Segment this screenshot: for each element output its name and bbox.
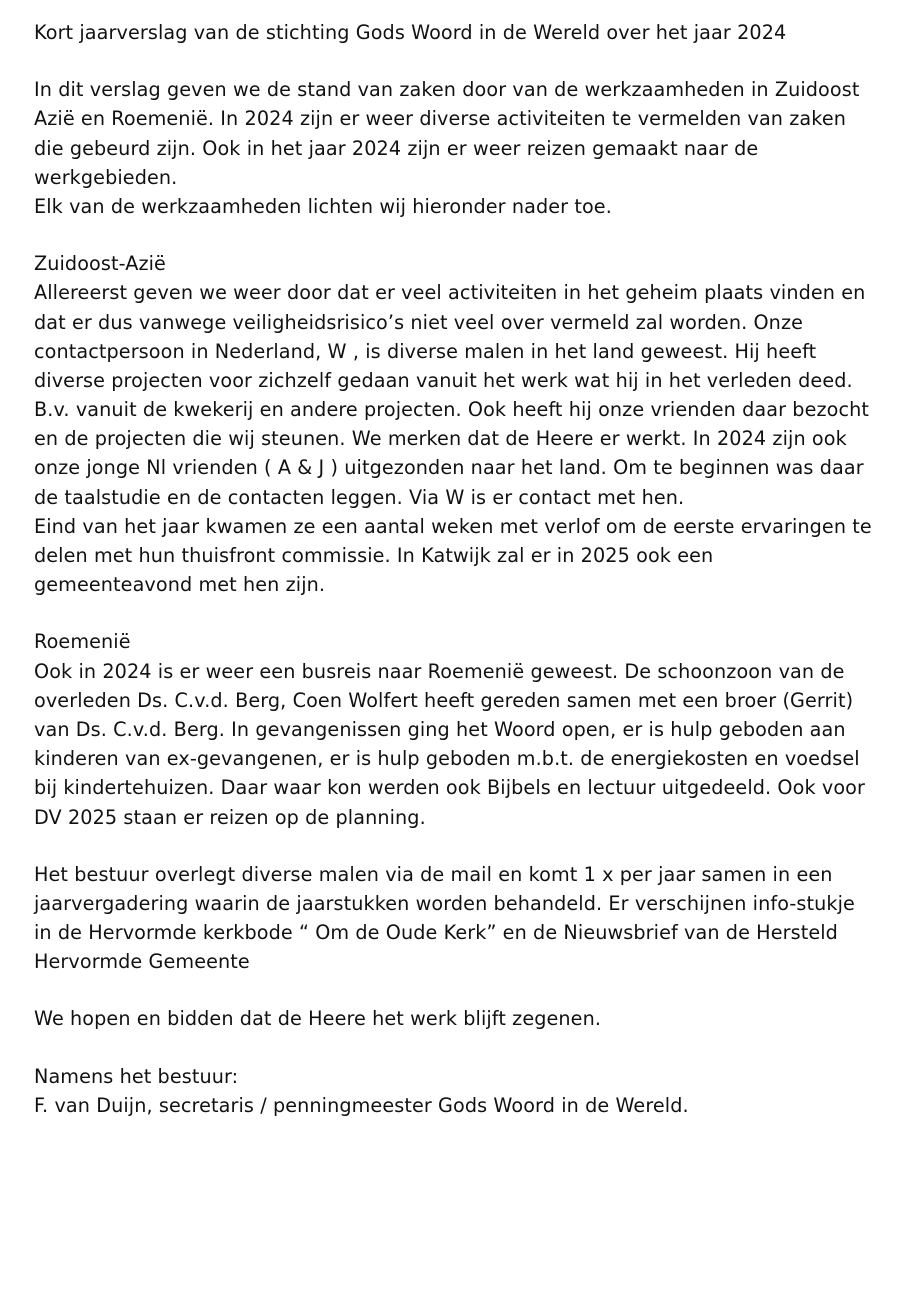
board-paragraph: Het bestuur overlegt diverse malen via de mail en komt 1 x per jaar samen in een jaarvergadering waarin de jaarstukken worden behandeld. Er verschijnen info-stukje in de Hervormde kerkbode “ Om de Oude Kerk” en de Nieuwsbrief van de Hersteld Hervormde Gemeente — [34, 862, 855, 974]
section-paragraph-zuidoost-azie-2: Eind van het jaar kwamen ze een aantal weken met verlof om de eerste ervaringen te delen met hun thuisfront commissie. In Katwijk zal er in 2025 ook een gemeenteavond met hen zijn. — [34, 514, 872, 597]
section-heading-zuidoost-azie: Zuidoost-Azië — [34, 252, 166, 276]
intro-paragraph: In dit verslag geven we de stand van zaken door van de werkzaamheden in Zuidoost Azië en Roemenië. In 2024 zijn er weer diverse activiteiten te vermelden van zaken die gebeurd zijn. Ook in het jaar 2024 zijn er weer reizen gemaakt naar de werkgebieden. — [34, 78, 860, 189]
hope-line: We hopen en bidden dat de Heere het werk blijft zegenen. — [34, 1007, 602, 1031]
signature-name-role: F. van Duijn, secretaris / penningmeester Gods Woord in de Wereld. — [34, 1093, 689, 1117]
spacer — [34, 47, 872, 75]
spacer — [34, 976, 872, 1004]
intro-closing-line: Elk van de werkzaamheden lichten wij hieronder nader toe. — [34, 194, 612, 218]
signature-on-behalf: Namens het bestuur: — [34, 1064, 239, 1088]
document-title: Kort jaarverslag van de stichting Gods Woord in de Wereld over het jaar 2024 — [34, 21, 787, 44]
spacer — [34, 832, 872, 860]
document-body — [34, 18, 872, 1120]
spacer — [34, 1034, 872, 1062]
spacer — [34, 599, 872, 627]
section-paragraph-roemenie-1: Ook in 2024 is er weer een busreis naar Roemenië geweest. De schoonzoon van de overleden Ds. C.v.d. Berg, Coen Wolfert heeft gereden samen met een broer (Gerrit) van Ds. C.v.d. Berg. In gevangenissen ging het Woord open, er is hulp geboden aan kinderen van ex-gevangenen, er is hulp geboden m.b.t. de energiekosten en voedsel bij kindertehuizen. Daar waar kon werden ook Bijbels en lectuur uitgedeeld. Ook voor DV 2025 staan er reizen op de planning. — [34, 659, 866, 829]
spacer — [34, 221, 872, 249]
section-paragraph-zuidoost-azie-1: Allereerst geven we weer door dat er veel activiteiten in het geheim plaats vinden en dat er dus vanwege veiligheidsrisico’s niet veel over vermeld zal worden. Onze contactpersoon in Nederland, W , is diverse malen in het land geweest. Hij heeft diverse projecten voor zichzelf gedaan vanuit het werk wat hij in het verleden deed. B.v. vanuit de kwekerij en andere projecten. Ook heeft hij onze vrienden daar bezocht en de projecten die wij steunen. We merken dat de Heere er werkt. In 2024 zijn ook onze jonge Nl vrienden ( A & J ) uitgezonden naar het land. Om te beginnen was daar de taalstudie en de contacten leggen. Via W is er contact met hen. — [34, 281, 870, 509]
section-heading-roemenie: Roemenië — [34, 630, 131, 654]
